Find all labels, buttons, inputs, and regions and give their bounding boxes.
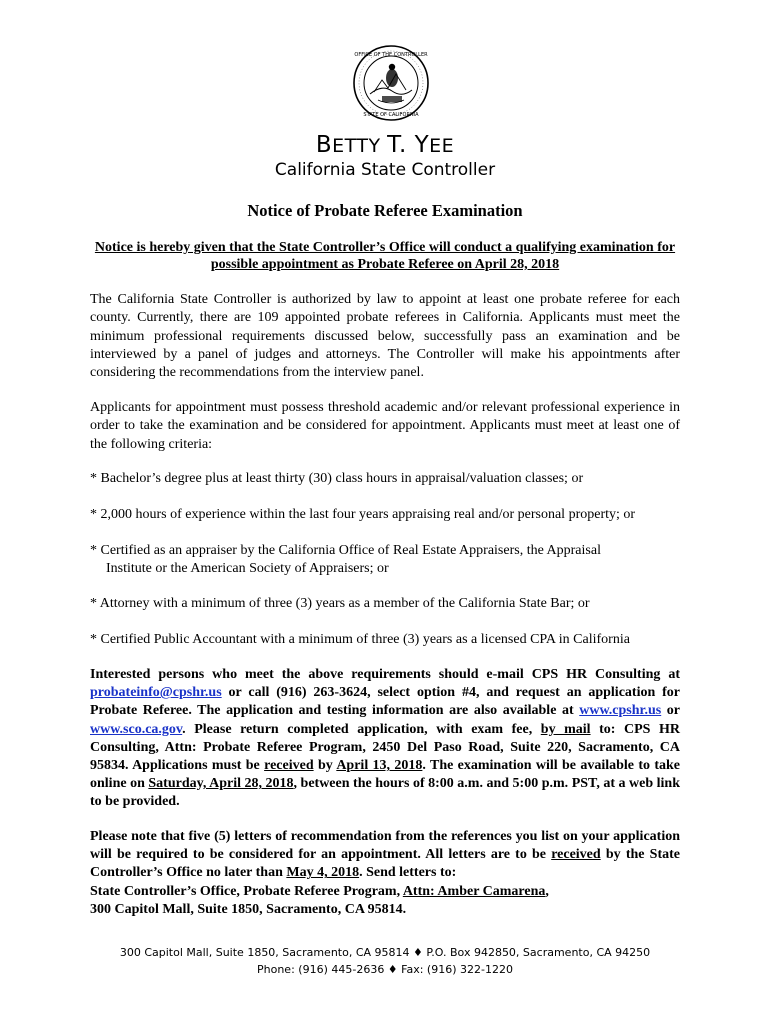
cpshr-website-link[interactable]: www.cpshr.us	[579, 703, 662, 719]
controller-name: BETTY T. YEE	[315, 132, 455, 158]
criterion-attorney: * Attorney with a minimum of three (3) years as a member of the California State Bar; or	[90, 596, 590, 611]
email-link[interactable]: probateinfo@cpshr.us	[90, 685, 222, 701]
svg-text:STATE OF CALIFORNIA: STATE OF CALIFORNIA	[363, 112, 419, 118]
authority-paragraph: The California State Controller is authorized by law to appoint at least one probate referee for each county. Currently, there are 109 appointed probate referees in California. Applicants must meet the minimum professional requirements discussed below, successfully pass an examination and be interviewed by a panel of judges and attorneys. The Controller will make his appointments after considering the recommendations from the interview panel.	[90, 292, 680, 381]
footer-phone-fax: Phone: (916) 445-2636 ♦ Fax: (916) 322-1220	[257, 963, 513, 976]
notice-title: Notice of Probate Referee Examination	[247, 201, 523, 220]
contact-paragraph: Interested persons who meet the above requirements should e-mail CPS HR Consulting at probateinfo@cpshr.us or call (916) 263-3624, select option #4, and request an application for Probate Referee. The application and testing information are also available at www.cpshr.us or www.sco.ca.gov. Please return completed application, with exam fee, by mail to: CPS HR Consulting, Attn: Probate Referee Program, 2450 Del Paso Road, Suite 220, Sacramento, CA 95834. Applications must be received by April 13, 2018. The examination will be available to take online on Saturday, April 28, 2018, between the hours of 8:00 a.m. and 5:00 p.m. PST, at a web link to be provided.	[90, 667, 681, 810]
svg-text:OFFICE OF THE CONTROLLER: OFFICE OF THE CONTROLLER	[354, 52, 428, 58]
criterion-certified-appraiser: * Certified as an appraiser by the California Office of Real Estate Appraisers, the Appraisal Institute or the American Society of Appraisers; or	[90, 543, 601, 576]
intro-notice: Notice is hereby given that the State Controller’s Office will conduct a qualifying examination for possible appointment as Probate Referee on April 28, 2018	[94, 240, 676, 272]
criterion-bachelors: * Bachelor’s degree plus at least thirty (30) class hours in appraisal/valuation classes; or	[90, 471, 584, 486]
letters-paragraph: Please note that five (5) letters of recommendation from the references you list on your application will be required to be considered for an appointment. All letters are to be received by the State Controller’s Office no later than May 4, 2018. Send letters to: State Controller’s Office, Probate Referee Program, Attn: Amber Camarena, 300 Capitol Mall, Suite 1850, Sacramento, CA 95814.	[90, 829, 680, 917]
criterion-experience: * 2,000 hours of experience within the last four years appraising real and/or personal property; or	[90, 507, 636, 522]
requirements-paragraph: Applicants for appointment must possess threshold academic and/or relevant professional experience in order to take the examination and be considered for appointment. Applicants must meet at least one of the following criteria:	[90, 400, 680, 452]
sco-website-link[interactable]: www.sco.ca.gov	[90, 721, 183, 737]
footer-address: 300 Capitol Mall, Suite 1850, Sacramento, CA 95814 ♦ P.O. Box 942850, Sacramento, CA 94250	[119, 946, 651, 959]
criterion-cpa: * Certified Public Accountant with a minimum of three (3) years as a licensed CPA in California	[90, 632, 630, 647]
state-controller-seal	[352, 44, 430, 122]
controller-title: California State Controller	[274, 160, 496, 180]
